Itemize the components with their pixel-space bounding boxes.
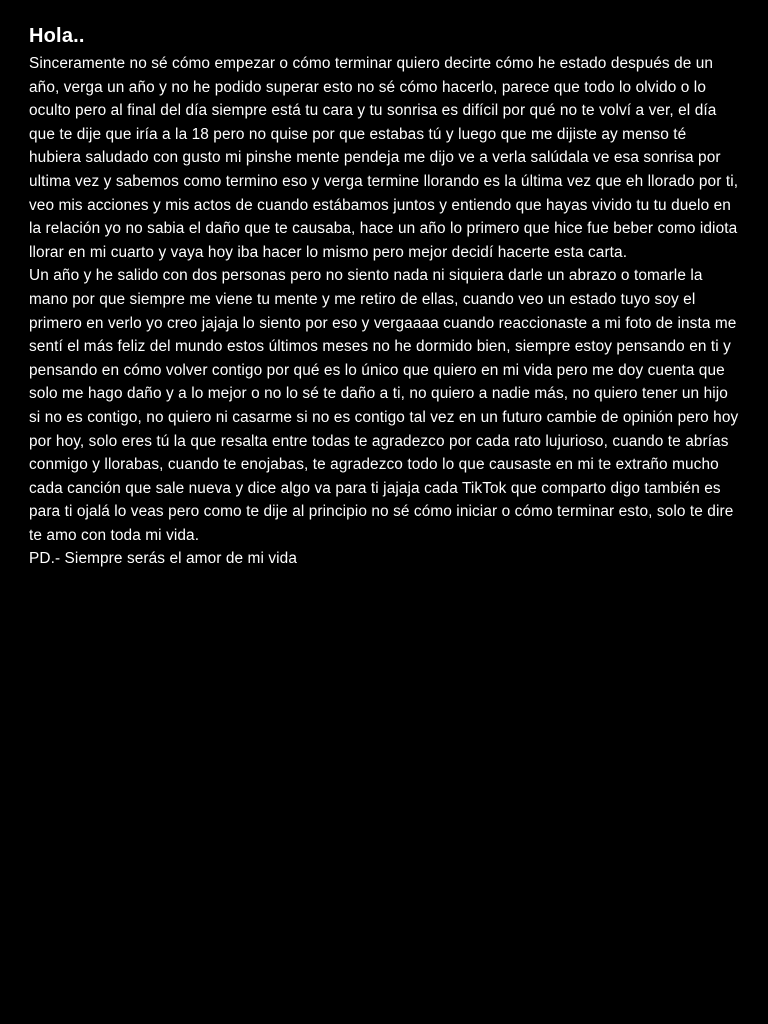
note-body[interactable] (29, 52, 740, 571)
note-paragraph: Un año y he salido con dos personas pero no siento nada ni siquiera darle un abrazo o tomarle la mano por que siempre me viene tu mente y me retiro de ellas, cuando veo un estado tuyo soy el primero en verlo yo creo jajaja lo siento por eso y vergaaaa cuando reaccionaste a mi foto de insta me sentí el más feliz del mundo estos últimos meses no he dormido bien, siempre estoy pensando en ti y pensando en cómo volver contigo por qué es lo único que quiero en mi vida pero me doy cuenta que solo me hago daño y a lo mejor o no lo sé te daño a ti, no quiero a nadie más, no quiero tener un hijo si no es contigo, no quiero ni casarme si no es contigo tal vez en un futuro cambie de opinión pero hoy por hoy, solo eres tú la que resalta entre todas te agradezco por cada rato lujurioso, cuando te abrías conmigo y llorabas, cuando te enojabas, te agradezco todo lo que causaste en mi te extraño mucho cada canción que sale nueva y dice algo va para ti jajaja cada TikTok que comparto digo también es para ti ojalá lo veas pero como te dije al principio no sé cómo iniciar o cómo terminar esto, solo te dire te amo con toda mi vida. (29, 267, 739, 544)
note-title[interactable]: Hola.. (29, 25, 85, 47)
note-postscript: PD.- Siempre serás el amor de mi vida (29, 550, 297, 568)
note-paragraph: Sinceramente no sé cómo empezar o cómo terminar quiero decirte cómo he estado después de un año, verga un año y no he podido superar esto no sé cómo hacerlo, parece que todo lo olvido o lo oculto pero al final del día siempre está tu cara y tu sonrisa es difícil por qué no te volví a ver, el día que te dije que iría a la 18 pero no quise por que estabas tú y luego que me dijiste ay menso té hubiera saludado con gusto mi pinshe mente pendeja me dijo ve a verla salúdala ve esa sonrisa por ultima vez y sabemos como termino eso y verga termine llorando es la última vez que eh llorado por ti, veo mis acciones y mis actos de cuando estábamos juntos y entiendo que hayas vivido tu tu duelo en la relación yo no sabia el daño que te causaba, hace un año lo primero que hice fue beber como idiota llorar en mi cuarto y vaya hoy iba hacer lo mismo pero mejor decidí hacerte esta carta. (29, 55, 739, 261)
